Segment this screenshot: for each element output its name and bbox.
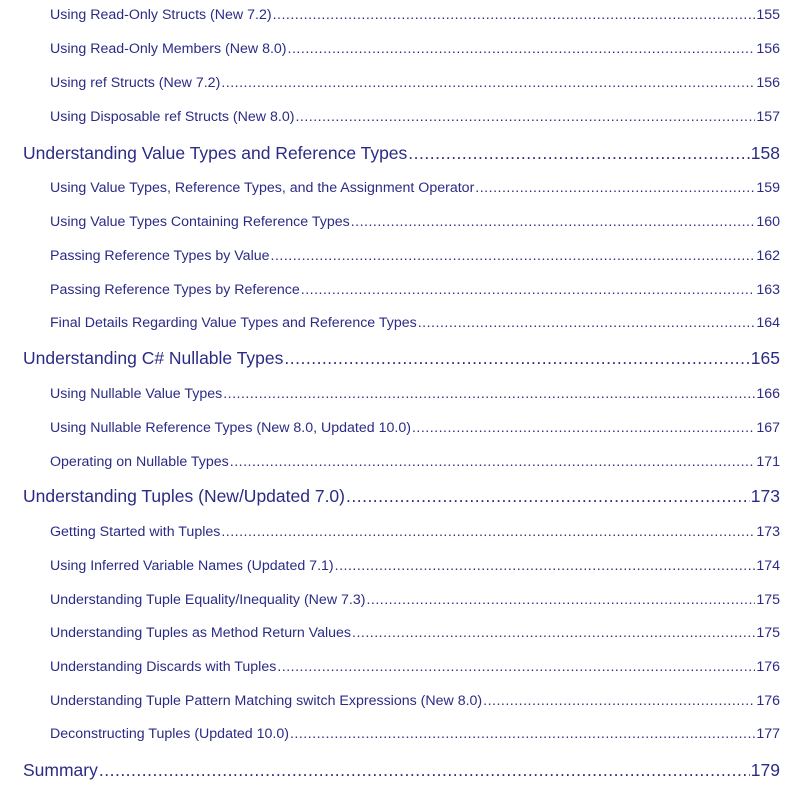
toc-entry-title: Final Details Regarding Value Types and Reference Types	[50, 315, 417, 331]
toc-entry[interactable]	[50, 558, 780, 574]
toc-entry-page: 175	[756, 625, 780, 641]
dot-leader	[346, 486, 750, 507]
dot-leader	[483, 693, 755, 709]
dot-leader	[221, 75, 755, 91]
toc-entry[interactable]	[50, 386, 780, 402]
dot-leader	[295, 109, 755, 125]
toc-entry-title: Passing Reference Types by Reference	[50, 282, 300, 298]
toc-entry-title: Using Disposable ref Structs (New 8.0)	[50, 109, 295, 125]
toc-entry[interactable]	[50, 454, 780, 470]
toc-entry[interactable]	[50, 41, 780, 57]
toc-entry-title: Using Read-Only Structs (New 7.2)	[50, 7, 272, 23]
toc-entry[interactable]	[50, 214, 780, 230]
toc-entry-page: 174	[756, 558, 780, 574]
toc-entry-page: 177	[756, 726, 780, 742]
toc-entry[interactable]	[50, 7, 780, 23]
toc-entry-title: Passing Reference Types by Value	[50, 248, 270, 264]
dot-leader	[221, 524, 755, 540]
toc-entry[interactable]	[50, 282, 780, 298]
toc-entry-title: Understanding Tuples as Method Return Values	[50, 625, 352, 641]
dot-leader	[271, 248, 756, 264]
toc-entry[interactable]	[50, 726, 780, 742]
toc-entry-page: 176	[756, 659, 780, 675]
toc-entry-page: 163	[756, 282, 780, 298]
toc-entry-title: Using ref Structs (New 7.2)	[50, 75, 221, 91]
toc-section-entry[interactable]	[23, 760, 780, 781]
toc-section-entry[interactable]	[23, 348, 780, 369]
toc-entry[interactable]	[50, 315, 780, 331]
toc-entry-title: Deconstructing Tuples (Updated 10.0)	[50, 726, 289, 742]
toc-entry-page: 162	[756, 248, 780, 264]
toc-entry-title: Using Value Types Containing Reference Types	[50, 214, 350, 230]
toc-section-page: 158	[750, 143, 780, 163]
toc-entry-title: Using Inferred Variable Names (Updated 7.1)	[50, 558, 334, 574]
toc-entry[interactable]	[50, 75, 780, 91]
dot-leader	[366, 592, 755, 608]
toc-entry-title: Using Nullable Reference Types (New 8.0, Updated 10.0)	[50, 420, 411, 436]
toc-entry-page: 166	[756, 386, 780, 402]
toc-entry[interactable]	[50, 420, 780, 436]
toc-entry-page: 160	[756, 214, 780, 230]
toc-section-title: Understanding Tuples (New/Updated 7.0)	[23, 486, 345, 506]
dot-leader	[335, 558, 756, 574]
dot-leader	[290, 726, 755, 742]
toc-entry-title: Understanding Tuple Equality/Inequality (New 7.3)	[50, 592, 366, 608]
toc-section-page: 179	[750, 760, 780, 780]
toc-entry-title: Operating on Nullable Types	[50, 454, 229, 470]
toc-entry[interactable]	[50, 524, 780, 540]
dot-leader	[223, 386, 755, 402]
toc-entry-page: 156	[756, 75, 780, 91]
dot-leader	[412, 420, 755, 436]
toc-entry[interactable]	[50, 180, 780, 196]
toc-section-title: Summary	[23, 760, 98, 780]
toc-entry-title: Using Read-Only Members (New 8.0)	[50, 41, 287, 57]
toc-section-entry[interactable]	[23, 486, 780, 507]
toc-section-title: Understanding C# Nullable Types	[23, 348, 284, 368]
dot-leader	[284, 348, 749, 369]
toc-entry-page: 157	[756, 109, 780, 125]
dot-leader	[273, 7, 756, 23]
toc-section-page: 173	[750, 486, 780, 506]
toc-entry-title: Getting Started with Tuples	[50, 524, 221, 540]
dot-leader	[230, 454, 756, 470]
dot-leader	[288, 41, 756, 57]
toc-entry[interactable]	[50, 625, 780, 641]
toc-entry[interactable]	[50, 693, 780, 709]
toc-entry[interactable]	[50, 659, 780, 675]
toc-entry-page: 171	[756, 454, 780, 470]
dot-leader	[301, 282, 756, 298]
dot-leader	[99, 760, 750, 781]
toc-section-page: 165	[750, 348, 780, 368]
toc-section-title: Understanding Value Types and Reference Types	[23, 143, 408, 163]
toc-entry-page: 173	[756, 524, 780, 540]
toc-entry-page: 175	[756, 592, 780, 608]
dot-leader	[418, 315, 756, 331]
toc-entry-page: 176	[756, 693, 780, 709]
toc-entry-title: Using Nullable Value Types	[50, 386, 223, 402]
toc-entry-title: Understanding Discards with Tuples	[50, 659, 277, 675]
toc-entry-page: 155	[756, 7, 780, 23]
dot-leader	[475, 180, 755, 196]
toc-entry-page: 167	[756, 420, 780, 436]
dot-leader	[352, 625, 755, 641]
toc-entry-title: Understanding Tuple Pattern Matching switch Expressions (New 8.0)	[50, 693, 483, 709]
toc-entry-page: 164	[756, 315, 780, 331]
toc-entry[interactable]	[50, 592, 780, 608]
toc-section-entry[interactable]	[23, 143, 780, 164]
toc-entry-title: Using Value Types, Reference Types, and the Assignment Operator	[50, 180, 475, 196]
toc-entry-page: 159	[756, 180, 780, 196]
dot-leader	[408, 143, 750, 164]
dot-leader	[277, 659, 755, 675]
dot-leader	[351, 214, 756, 230]
toc-entry[interactable]	[50, 248, 780, 264]
toc-entry-page: 156	[756, 41, 780, 57]
toc-entry[interactable]	[50, 109, 780, 125]
